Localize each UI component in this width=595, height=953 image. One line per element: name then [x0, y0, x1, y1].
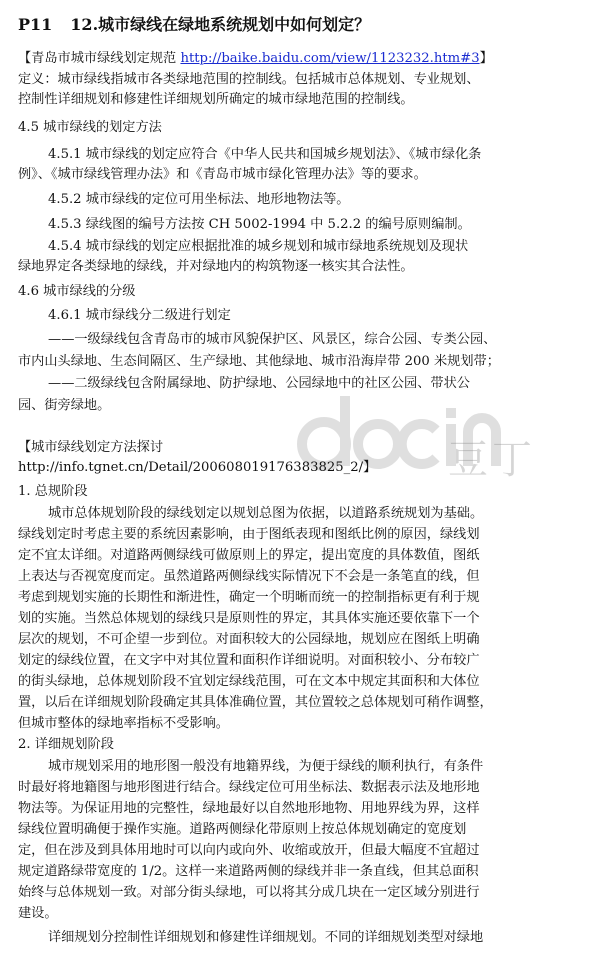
stage-heading-2: 2. 详细规划阶段 — [18, 737, 114, 752]
source-url-2: http://info.tgnet.cn/Detail/200608019176383825_2/】 — [18, 460, 377, 475]
level2-greenline-cont: 园、街旁绿地。 — [18, 398, 111, 413]
clause-4-5-2: 4.5.2 城市绿线的定位可用坐标法、地形地物法等。 — [48, 192, 350, 207]
level1-greenline-cont: 市内山头绿地、生态间隔区、生产绿地、其他绿地、城市沿海岸带 200 米规划带； — [18, 354, 500, 369]
paragraph-line: 但城市整体的绿地率指标不受影响。 — [18, 716, 229, 731]
section-heading-4-6: 4.6 城市绿线的分级 — [18, 284, 136, 299]
paragraph-line: 考虑到规划实施的长期性和渐进性，确定一个明晰而统一的控制指标更有利于规 — [18, 590, 480, 605]
definition-line: 定义：城市绿线指城市各类绿地范围的控制线。包括城市总体规划、专业规划、 — [18, 72, 480, 87]
paragraph-line: 详细规划分控制性详细规划和修建性详细规划。不同的详细规划类型对绿地 — [48, 930, 484, 945]
paragraph-line: 城市总体规划阶段的绿线划定以规划总图为依据，以道路系统规划为基础。 — [48, 506, 484, 521]
paragraph-line: 绿线位置明确便于操作实施。道路两侧绿化带原则上按总体规划确定的宽度划 — [18, 822, 467, 837]
source-close: 】 — [479, 51, 493, 66]
clause-4-5-3: 4.5.3 绿线图的编号方法按 CH 5002-1994 中 5.2.2 的编号原则编制。 — [48, 217, 471, 232]
clause-4-6-1: 4.6.1 城市绿线分二级进行划定 — [48, 308, 231, 323]
watermark-chinese: 豆丁 — [448, 437, 536, 483]
clause-4-5-1: 4.5.1 城市绿线的划定应符合《中华人民共和国城乡规划法》、《城市绿化条 — [48, 147, 482, 162]
clause-4-5-4: 4.5.4 城市绿线的划定应根据批准的城乡规划和城市绿地系统规划及现状 — [48, 239, 469, 254]
level1-greenline: ——一级绿线包含青岛市的城市风貌保护区、风景区，综合公园、专类公园、 — [48, 332, 497, 347]
paragraph-line: 定，但在涉及到具体用地时可以向内或向外、收缩或放开，但最大幅度不宜超过 — [18, 843, 480, 858]
source-label: 【青岛市城市绿线划定规范 — [18, 51, 181, 66]
level2-greenline: ——二级绿线包含附属绿地、防护绿地、公园绿地中的社区公园、带状公 — [48, 376, 470, 391]
source-reference-1 — [18, 49, 493, 69]
paragraph-line: 绿线划定时考虑主要的系统因素影响，由于图纸表现和图纸比例的原因，绿线划 — [18, 527, 480, 542]
definition-line: 控制性详细规划和修建性详细规划所确定的城市绿地范围的控制线。 — [18, 92, 414, 107]
paragraph-line: 始终与总体规划一致。对部分街头绿地，可以将其分成几块在一定区域分别进行 — [18, 885, 480, 900]
paragraph-line: 划定的绿线位置，在文字中对其位置和面积作详细说明。对面积较小、分布较广 — [18, 653, 480, 668]
page-number: P11 — [18, 15, 53, 34]
paragraph-line: 层次的规划，不可企望一步到位。对面积较大的公园绿地，规划应在图纸上明确 — [18, 632, 480, 647]
paragraph-line: 置，以后在详细规划阶段确定其具体准确位置，其位置较之总体规划可稍作调整， — [18, 695, 493, 710]
page-title — [18, 12, 370, 35]
question-title: 12.城市绿线在绿地系统规划中如何划定？ — [70, 15, 371, 34]
source-link[interactable]: http://baike.baidu.com/view/1123232.htm#3 — [180, 51, 480, 66]
paragraph-line: 上表达与否视宽度而定。虽然道路两侧绿线实际情况下不会是一条笔直的线，但 — [18, 569, 480, 584]
clause-4-5-4-cont: 绿地界定各类绿地的绿线，并对绿地内的构筑物逐一核实其合法性。 — [18, 259, 414, 274]
source-reference-2: 【城市绿线划定方法探讨 — [18, 440, 164, 455]
paragraph-line: 划的实施。当然总体规划的绿线只是原则性的界定，其具体实施还要依靠下一个 — [18, 611, 480, 626]
stage-heading-1: 1. 总规阶段 — [18, 484, 88, 499]
paragraph-line: 城市规划采用的地形图一般没有地籍界线，为便于绿线的顺利执行，有条件 — [48, 759, 484, 774]
paragraph-line: 规定道路绿带宽度的 1/2。这样一来道路两侧的绿线并非一条直线，但其总面积 — [18, 864, 479, 879]
paragraph-line: 物法等。为保证用地的完整性，绿地最好以自然地形地物、用地界线为界，这样 — [18, 801, 480, 816]
clause-4-5-1-cont: 例》、《城市绿线管理办法》和《青岛市城市绿化管理办法》等的要求。 — [18, 167, 427, 182]
paragraph-line: 时最好将地籍图与地形图进行结合。绿线定位可用坐标法、数据表示法及地形地 — [18, 780, 480, 795]
paragraph-line: 定不宜太详细。对道路两侧绿线可做原则上的界定，提出宽度的具体数值，图纸 — [18, 548, 480, 563]
paragraph-line: 的街头绿地，总体规划阶段不宜划定绿线范围，可在文本中规定其面积和大体位 — [18, 674, 480, 689]
paragraph-line: 建设。 — [18, 906, 58, 921]
section-heading-4-5: 4.5 城市绿线的划定方法 — [18, 120, 162, 135]
